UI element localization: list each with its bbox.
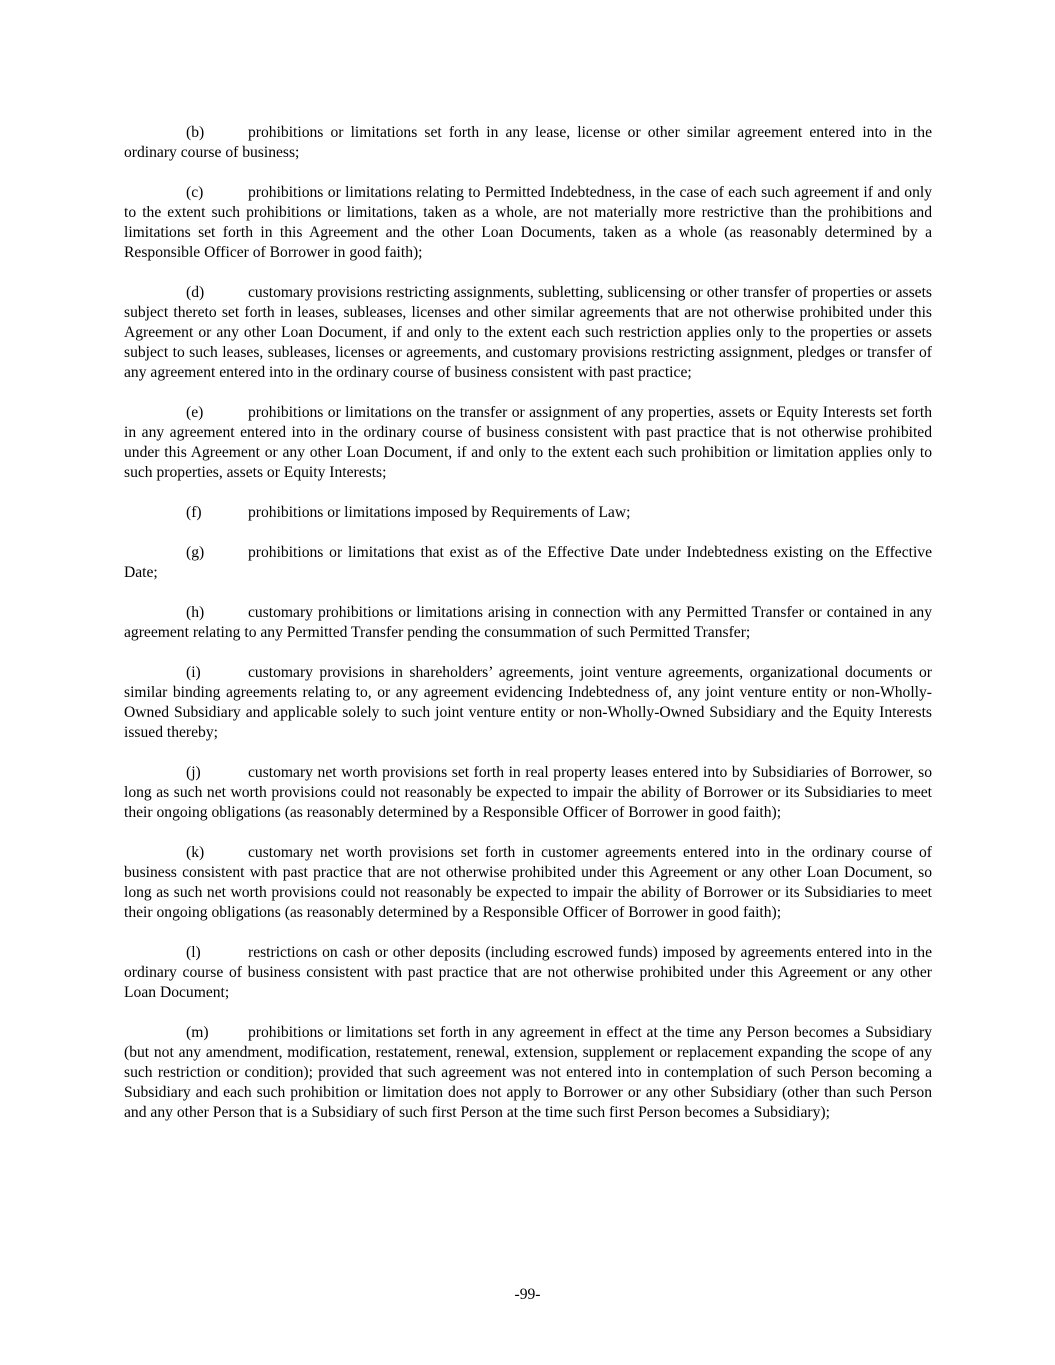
clause-text: customary prohibitions or limitations arising in connection with any Permitted Transfer or contained in any agreement relating to any Permitted Transfer pending the consummation of such Permitted Transfer; [124, 604, 932, 641]
clause-label: (g) [186, 544, 205, 561]
clause-d [124, 283, 932, 383]
clause-g [124, 543, 932, 583]
clause-label: (m) [186, 1024, 209, 1041]
clause-label: (c) [186, 184, 204, 201]
clause-text: prohibitions or limitations imposed by Requirements of Law; [248, 504, 631, 521]
clause-h [124, 603, 932, 643]
clause-label: (f) [186, 504, 202, 521]
clause-c [124, 183, 932, 263]
clause-b [124, 123, 932, 163]
clause-f [124, 503, 932, 523]
clause-label: (l) [186, 944, 201, 961]
clause-text: prohibitions or limitations that exist as of the Effective Date under Indebtedness existing on the Effective Date; [124, 544, 932, 581]
clause-label: (i) [186, 664, 201, 681]
clause-text: prohibitions or limitations relating to Permitted Indebtedness, in the case of each such agreement if and only to the extent such prohibitions or limitations, taken as a whole, are not materially more restrictive than the prohibitions and limitations set forth in this Agreement and the other Loan Documents, taken as a whole (as reasonably determined by a Responsible Officer of Borrower in good faith); [124, 184, 932, 261]
clause-text: prohibitions or limitations set forth in any agreement in effect at the time any Person becomes a Subsidiary (but not any amendment, modification, restatement, renewal, extension, supplement or replacement expanding the scope of any such restriction or condition); provided that such agreement was not entered into in contemplation of such Person becoming a Subsidiary and each such prohibition or limitation does not apply to Borrower or any other Subsidiary (other than such Person and any other Person that is a Subsidiary of such first Person at the time such first Person becomes a Subsidiary); [124, 1024, 932, 1121]
clause-e [124, 403, 932, 483]
clause-label: (j) [186, 764, 201, 781]
clause-text: customary provisions in shareholders’ agreements, joint venture agreements, organizational documents or similar binding agreements relating to, or any agreement evidencing Indebtedness of, any joint venture entity or non-Wholly-Owned Subsidiary and applicable solely to such joint venture entity or non-Wholly-Owned Subsidiary and the Equity Interests issued thereby; [124, 664, 932, 741]
document-body [124, 123, 932, 1143]
clause-text: customary net worth provisions set forth in customer agreements entered into in the ordinary course of business consistent with past practice that are not otherwise prohibited under this Agreement or any other Loan Document, so long as such net worth provisions could not reasonably be expected to impair the ability of Borrower or its Subsidiaries to meet their ongoing obligations (as reasonably determined by a Responsible Officer of Borrower in good faith); [124, 844, 932, 921]
clause-text: customary net worth provisions set forth in real property leases entered into by Subsidiaries of Borrower, so long as such net worth provisions could not reasonably be expected to impair the ability of Borrower or its Subsidiaries to meet their ongoing obligations (as reasonably determined by a Responsible Officer of Borrower in good faith); [124, 764, 932, 821]
clause-text: restrictions on cash or other deposits (including escrowed funds) imposed by agreements entered into in the ordinary course of business consistent with past practice that are not otherwise prohibited under this Agreement or any other Loan Document; [124, 944, 932, 1001]
page-number: -99- [514, 1286, 541, 1303]
clause-label: (h) [186, 604, 205, 621]
clause-label: (e) [186, 404, 204, 421]
clause-text: prohibitions or limitations set forth in any lease, license or other similar agreement entered into in the ordinary course of business; [124, 124, 932, 161]
clause-l [124, 943, 932, 1003]
clause-label: (b) [186, 124, 205, 141]
clause-j [124, 763, 932, 823]
clause-k [124, 843, 932, 923]
clause-label: (d) [186, 284, 205, 301]
clause-text: customary provisions restricting assignments, subletting, sublicensing or other transfer of properties or assets subject thereto set forth in leases, subleases, licenses and other similar agreements that are not otherwise prohibited under this Agreement or any other Loan Document, if and only to the extent each such restriction applies only to the properties or assets subject to such leases, subleases, licenses or agreements, and customary provisions restricting assignment, pledges or transfer of any agreement entered into in the ordinary course of business consistent with past practice; [124, 284, 932, 381]
clause-m [124, 1023, 932, 1123]
clause-i [124, 663, 932, 743]
clause-label: (k) [186, 844, 205, 861]
clause-text: prohibitions or limitations on the transfer or assignment of any properties, assets or Equity Interests set forth in any agreement entered into in the ordinary course of business consistent with past practice that is not otherwise prohibited under this Agreement or any other Loan Document, if and only to the extent each such prohibition or limitation applies only to such properties, assets or Equity Interests; [124, 404, 932, 481]
